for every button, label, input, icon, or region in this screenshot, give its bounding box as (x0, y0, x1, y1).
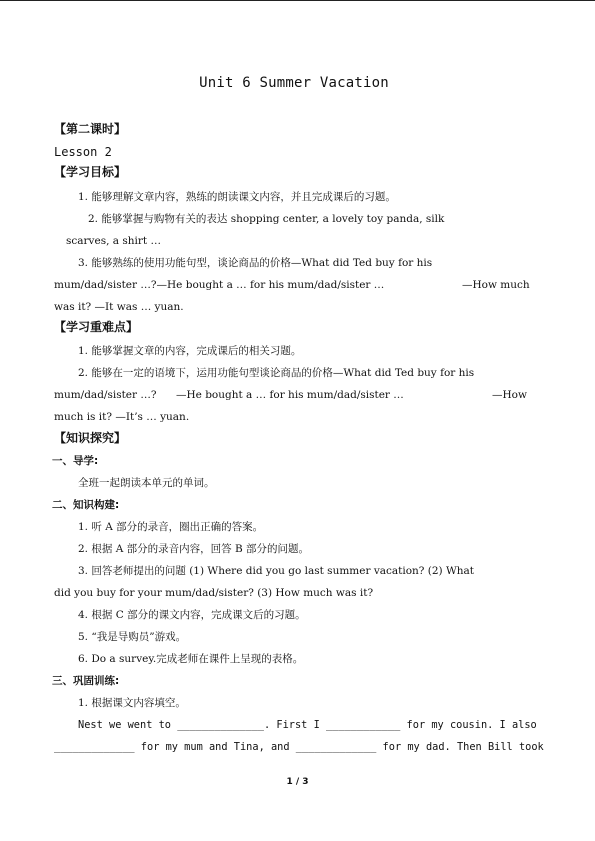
goal-2: 2. 能够掌握与购物有关的表达 shopping center, a lovely toy panda, silk (88, 213, 445, 225)
section-key-points: 【学习重难点】 (54, 320, 139, 334)
section-lesson-type: 【第二课时】 (54, 122, 127, 136)
goal-2-cont: scarves, a shirt … (66, 235, 161, 247)
part3-item-1: 1. 根据课文内容填空。 (78, 697, 186, 709)
key-point-2-tail: —How (492, 389, 527, 401)
goal-3: 3. 能够熟练的使用功能句型，谈论商品的价格—What did Ted buy for his (78, 257, 433, 269)
part2-item-3: 3. 回答老师提出的问题 (1) Where did you go last summer vacation? (2) What (78, 565, 475, 577)
part2-item-6: 6. Do a survey.完成老师在课件上呈现的表格。 (78, 653, 304, 665)
goal-3-cont-text: mum/dad/sister …?—He bought a … for his mum/dad/sister … (54, 279, 385, 291)
key-point-2-a: —He bought a … for his mum/dad/sister … (176, 389, 404, 401)
lesson-label: Lesson 2 (54, 145, 112, 159)
top-rule (0, 0, 595, 1)
goal-1: 1. 能够理解文章内容，熟练的朗读课文内容，并且完成课后的习题。 (78, 191, 396, 203)
part2-item-2: 2. 根据 A 部分的录音内容，回答 B 部分的问题。 (78, 543, 310, 555)
document-title: Unit 6 Summer Vacation (199, 75, 389, 91)
fill-blank-line-1: Nest we went to ______________. First I ____________ for my cousin. I also (78, 719, 537, 731)
part1-title: 一、导学: (52, 455, 99, 467)
fill-blank-line-2: _____________ for my mum and Tina, and _____________ for my dad. Then Bill took (54, 741, 544, 753)
section-explore: 【知识探究】 (54, 431, 127, 445)
part2-item-1: 1. 听 A 部分的录音，圈出正确的答案。 (78, 521, 264, 533)
section-goals: 【学习目标】 (54, 165, 127, 179)
page-number: 1 / 3 (286, 777, 309, 787)
part2-item-3-cont: did you buy for your mum/dad/sister? (3) How much was it? (54, 587, 374, 599)
key-point-2: 2. 能够在一定的语境下，运用功能句型谈论商品的价格—What did Ted buy for his (78, 367, 475, 379)
goal-3-end: was it? —It was … yuan. (54, 301, 184, 313)
key-point-1: 1. 能够掌握文章的内容，完成课后的相关习题。 (78, 345, 302, 357)
part3-title: 三、巩固训练: (52, 675, 120, 687)
key-point-2-end: much is it? —It’s … yuan. (54, 411, 190, 423)
part2-item-4: 4. 根据 C 部分的课文内容，完成课文后的习题。 (78, 609, 306, 621)
part1-text: 全班一起朗读本单元的单词。 (78, 477, 215, 489)
key-point-2-cont (54, 388, 534, 402)
part2-item-5: 5. “我是导购员”游戏。 (78, 631, 187, 643)
part2-title: 二、知识构建: (52, 499, 120, 511)
key-point-2-q: mum/dad/sister …? (54, 389, 157, 401)
goal-3-cont (54, 278, 534, 292)
goal-3-cont-tail: —How much (462, 279, 530, 291)
